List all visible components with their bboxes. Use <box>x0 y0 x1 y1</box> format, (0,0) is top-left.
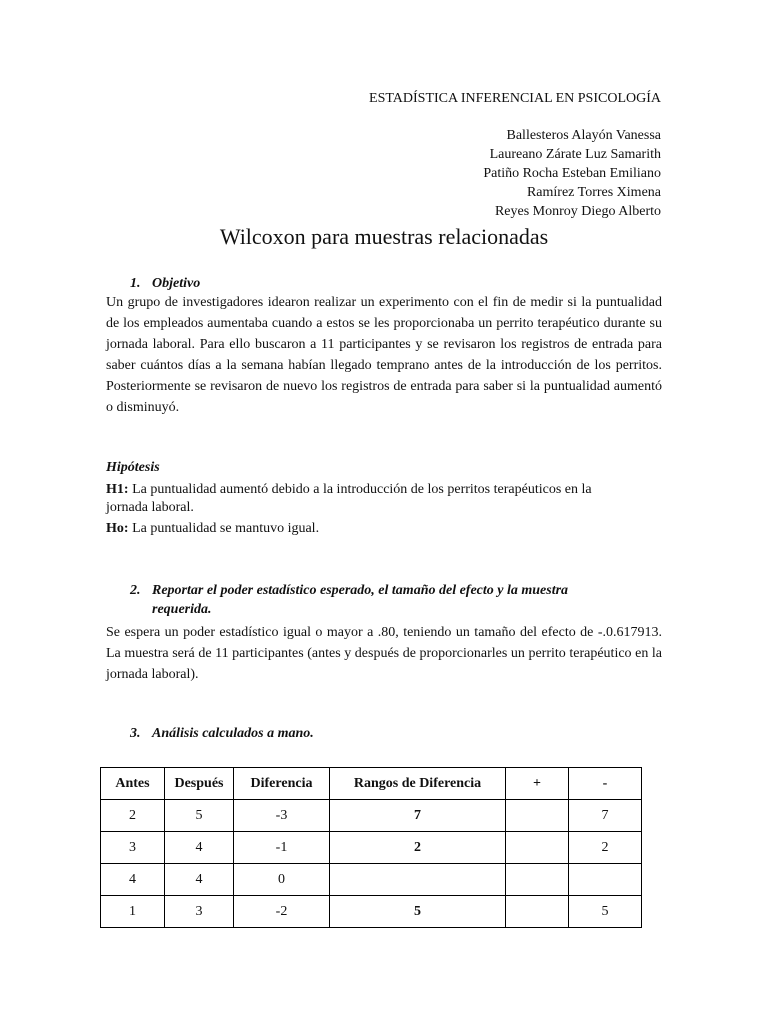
header-diferencia: Diferencia <box>234 768 330 800</box>
table-cell: 1 <box>101 896 165 928</box>
table-cell: 5 <box>330 896 506 928</box>
h0-text: La puntualidad se mantuvo igual. <box>132 521 320 536</box>
table-row <box>101 800 642 832</box>
table-row <box>101 896 642 928</box>
section-number: 3. <box>130 726 141 741</box>
section-1-heading <box>130 276 200 292</box>
header-antes: Antes <box>101 768 165 800</box>
table-cell: 7 <box>330 800 506 832</box>
table-cell: 4 <box>165 864 234 896</box>
section-title: Análisis calculados a mano. <box>152 726 314 741</box>
h1-label: H1: <box>106 482 129 497</box>
table-cell: 5 <box>165 800 234 832</box>
objective-paragraph: Un grupo de investigadores idearon realizar un experimento con el fin de medir si la puntualidad de los empleados aumentaba cuando a estos se les proporcionaba un perrito terapéutico durante su jornada laboral. Para ello buscaron a 11 participantes y se revisaron los registros de entrada para saber cuántos días a la semana habían llegado temprano antes de la introducción de los perritos. Posteriormente se revisaron de nuevo los registros de entrada para saber si la puntualidad aumentó o disminuyó. <box>106 295 662 415</box>
table-cell: -1 <box>234 832 330 864</box>
section-title: Reportar el poder estadístico esperado, el tamaño del efecto y la muestra <box>152 583 569 598</box>
table-cell <box>506 864 569 896</box>
author: Ballesteros Alayón Vanessa <box>506 128 661 143</box>
table-cell <box>569 864 642 896</box>
hypothesis-heading: Hipótesis <box>106 460 160 475</box>
h1-text-continuation: jornada laboral. <box>106 500 194 515</box>
author: Reyes Monroy Diego Alberto <box>494 204 661 219</box>
table-cell: -3 <box>234 800 330 832</box>
table-cell: 2 <box>569 832 642 864</box>
author: Ramírez Torres Ximena <box>526 185 661 200</box>
table-cell <box>506 800 569 832</box>
table-cell: -2 <box>234 896 330 928</box>
table-cell <box>330 864 506 896</box>
section-2-heading <box>130 583 568 599</box>
table-header-row <box>101 768 642 800</box>
author: Patiño Rocha Esteban Emiliano <box>483 166 661 181</box>
table-cell <box>506 832 569 864</box>
header-plus: + <box>506 768 569 800</box>
power-paragraph: Se espera un poder estadístico igual o mayor a .80, teniendo un tamaño del efecto de -.0.617913. La muestra será de 11 participantes (antes y después de proporcionarles un perrito terapéutico en la jornada laboral). <box>106 625 662 682</box>
header-despues: Después <box>165 768 234 800</box>
table-cell: 3 <box>101 832 165 864</box>
hypothesis-h0 <box>106 521 319 537</box>
table-cell: 5 <box>569 896 642 928</box>
table-cell: 4 <box>165 832 234 864</box>
course-name: ESTADÍSTICA INFERENCIAL EN PSICOLOGÍA <box>369 91 661 106</box>
table-cell <box>506 896 569 928</box>
section-number: 1. <box>130 276 141 291</box>
table-row <box>101 864 642 896</box>
table-cell: 2 <box>101 800 165 832</box>
author: Laureano Zárate Luz Samarith <box>489 147 661 162</box>
h0-label: Ho: <box>106 521 129 536</box>
table-cell: 2 <box>330 832 506 864</box>
section-title: Objetivo <box>152 276 201 291</box>
header-minus: - <box>569 768 642 800</box>
document-title: Wilcoxon para muestras relacionadas <box>219 224 549 249</box>
section-3-heading <box>130 726 314 742</box>
header-rangos: Rangos de Diferencia <box>330 768 506 800</box>
hypothesis-h1 <box>106 479 662 500</box>
section-2-heading-continuation: requerida. <box>152 602 212 617</box>
wilcoxon-table <box>100 767 642 928</box>
table-cell: 7 <box>569 800 642 832</box>
table-row <box>101 832 642 864</box>
table-cell: 0 <box>234 864 330 896</box>
section-number: 2. <box>130 583 141 598</box>
table-cell: 4 <box>101 864 165 896</box>
h1-text: La puntualidad aumentó debido a la introducción de los perritos terapéuticos en la <box>132 482 592 497</box>
table-cell: 3 <box>165 896 234 928</box>
